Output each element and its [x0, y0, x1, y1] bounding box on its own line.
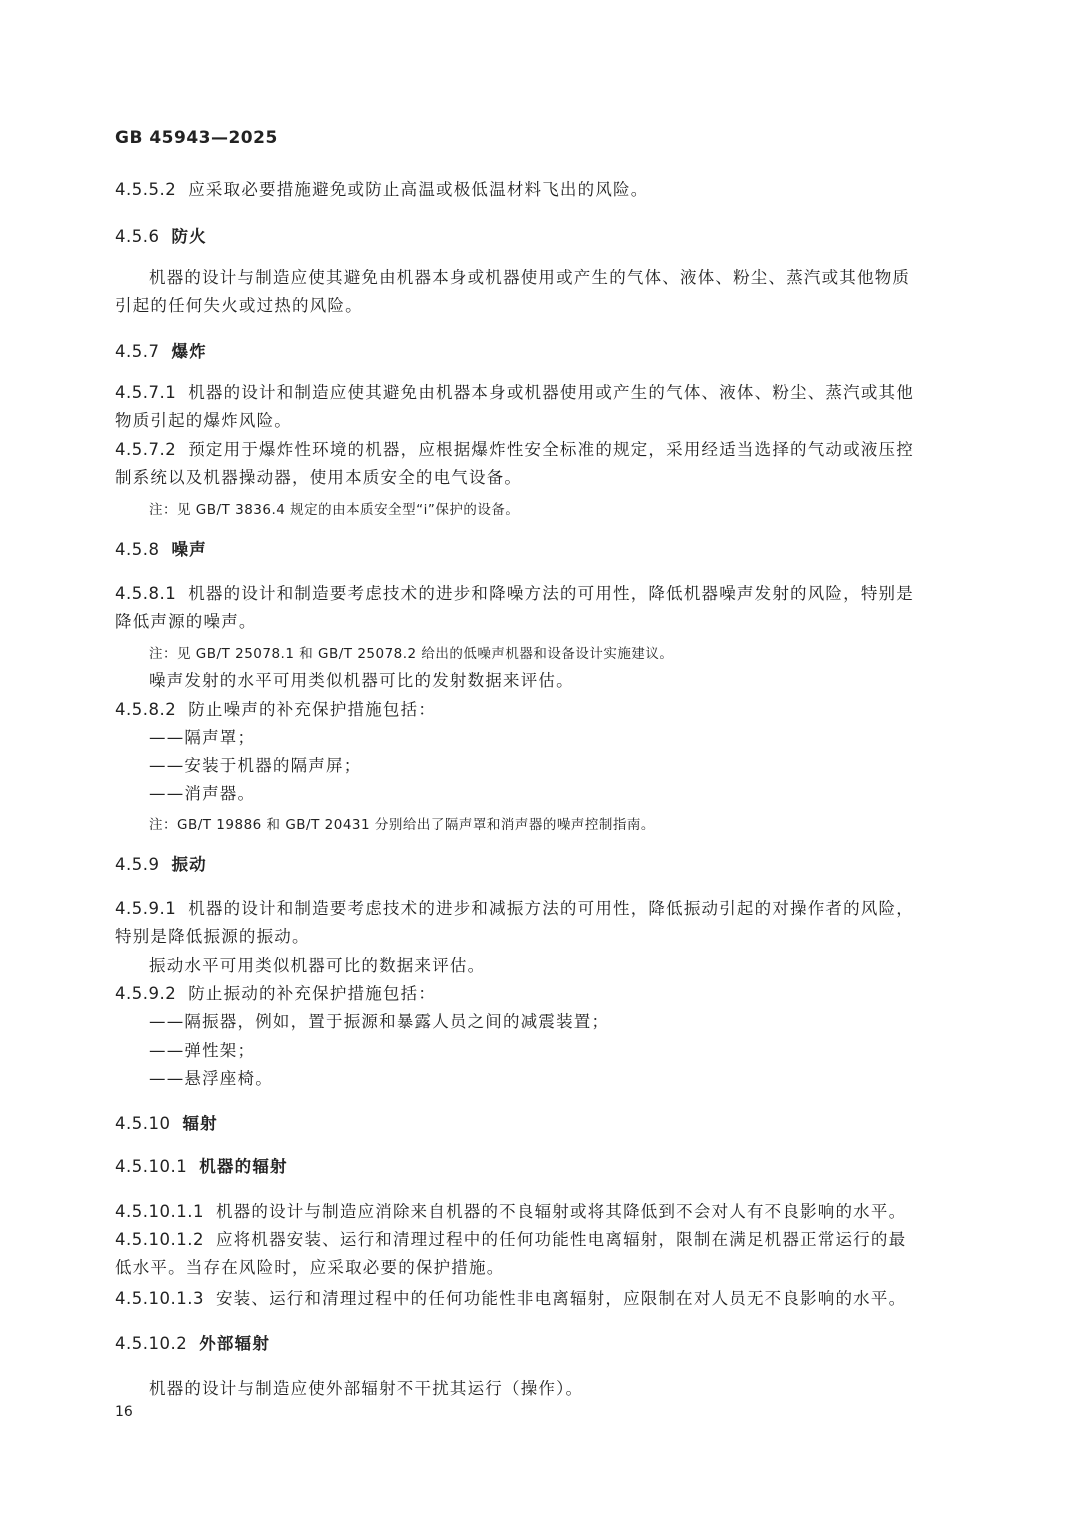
clause-number: 4.5.10.1 [115, 1157, 188, 1176]
heading-title: 辐射 [182, 1114, 218, 1133]
paragraph-continuation: 制系统以及机器操动器，使用本质安全的电气设备。 [115, 468, 523, 487]
section-heading [115, 1155, 288, 1179]
note-text: 注：见 GB/T 3836.4 规定的由本质安全型“i”保护的设备。 [149, 502, 520, 518]
clause-text: 安装、运行和清理过程中的任何功能性非电离辐射，应限制在对人员无不良影响的水平。 [215, 1289, 907, 1308]
clause-paragraph [115, 1228, 906, 1252]
clause-number: 4.5.9.2 [115, 984, 177, 1003]
paragraph-continuation: 引起的任何失火或过热的风险。 [115, 296, 363, 315]
clause-number: 4.5.6 [115, 227, 160, 246]
clause-number: 4.5.9 [115, 855, 160, 874]
heading-title: 噪声 [171, 540, 207, 559]
clause-text: 应采取必要措施避免或防止高温或极低温材料飞出的风险。 [188, 180, 649, 199]
list-item: ——隔声罩； [149, 728, 256, 747]
section-heading [115, 853, 207, 877]
clause-text: 机器的设计和制造应使其避免由机器本身或机器使用或产生的气体、液体、粉尘、蒸汽或其他 [188, 383, 914, 402]
note-text: 注：见 GB/T 25078.1 和 GB/T 25078.2 给出的低噪声机器和设备设计实施建议。 [149, 646, 674, 662]
clause-paragraph [115, 381, 914, 405]
section-heading [115, 225, 207, 249]
list-item: ——安装于机器的隔声屏； [149, 756, 362, 775]
clause-number: 4.5.8.2 [115, 700, 177, 719]
paragraph-continuation: 特别是降低振源的振动。 [115, 927, 310, 946]
clause-paragraph [115, 1200, 906, 1224]
standard-header: GB 45943—2025 [115, 128, 278, 148]
clause-number: 4.5.9.1 [115, 899, 177, 918]
list-item: ——弹性架； [149, 1041, 256, 1060]
list-item: ——悬浮座椅。 [149, 1069, 273, 1088]
indented-paragraph: 噪声发射的水平可用类似机器可比的发射数据来评估。 [149, 671, 574, 690]
indented-paragraph: 机器的设计与制造应使其避免由机器本身或机器使用或产生的气体、液体、粉尘、蒸汽或其他物质 [149, 268, 911, 287]
clause-number: 4.5.10 [115, 1114, 171, 1133]
clause-paragraph [115, 1287, 906, 1311]
clause-paragraph [115, 698, 436, 722]
heading-title: 外部辐射 [199, 1334, 271, 1353]
paragraph-continuation: 低水平。当存在风险时，应采取必要的保护措施。 [115, 1258, 505, 1277]
heading-title: 爆炸 [171, 342, 207, 361]
clause-paragraph [115, 582, 914, 606]
section-heading [115, 340, 207, 364]
section-heading [115, 1332, 270, 1356]
heading-title: 振动 [171, 855, 207, 874]
indented-paragraph: 机器的设计与制造应使外部辐射不干扰其运行（操作）。 [149, 1379, 584, 1398]
clause-number: 4.5.8.1 [115, 584, 177, 603]
clause-text: 应将机器安装、运行和清理过程中的任何功能性电离辐射，限制在满足机器正常运行的最 [215, 1230, 907, 1249]
section-heading [115, 538, 207, 562]
page-number: 16 [115, 1404, 133, 1420]
clause-number: 4.5.5.2 [115, 180, 177, 199]
clause-number: 4.5.10.1.3 [115, 1289, 204, 1308]
clause-paragraph [115, 438, 914, 462]
clause-text: 预定用于爆炸性环境的机器，应根据爆炸性安全标准的规定，采用经适当选择的气动或液压控 [188, 440, 914, 459]
heading-title: 防火 [171, 227, 207, 246]
clause-number: 4.5.7.2 [115, 440, 177, 459]
clause-number: 4.5.7.1 [115, 383, 177, 402]
clause-number: 4.5.10.1.1 [115, 1202, 204, 1221]
clause-paragraph [115, 178, 648, 202]
list-item: ——隔振器，例如，置于振源和暴露人员之间的减震装置； [149, 1012, 610, 1031]
clause-text: 防止噪声的补充保护措施包括： [188, 700, 437, 719]
clause-text: 机器的设计与制造应消除来自机器的不良辐射或将其降低到不会对人有不良影响的水平。 [215, 1202, 907, 1221]
list-item: ——消声器。 [149, 784, 256, 803]
clause-number: 4.5.7 [115, 342, 160, 361]
section-heading [115, 1112, 218, 1136]
clause-number: 4.5.8 [115, 540, 160, 559]
paragraph-continuation: 物质引起的爆炸风险。 [115, 411, 292, 430]
paragraph-continuation: 降低声源的噪声。 [115, 612, 257, 631]
clause-number: 4.5.10.2 [115, 1334, 188, 1353]
clause-paragraph [115, 982, 436, 1006]
indented-paragraph: 振动水平可用类似机器可比的数据来评估。 [149, 956, 486, 975]
clause-text: 机器的设计和制造要考虑技术的进步和降噪方法的可用性，降低机器噪声发射的风险，特别是 [188, 584, 914, 603]
clause-text: 防止振动的补充保护措施包括： [188, 984, 437, 1003]
clause-number: 4.5.10.1.2 [115, 1230, 204, 1249]
note-text: 注：GB/T 19886 和 GB/T 20431 分别给出了隔声罩和消声器的噪声控制指南。 [149, 817, 655, 833]
clause-paragraph [115, 897, 914, 921]
heading-title: 机器的辐射 [199, 1157, 288, 1176]
clause-text: 机器的设计和制造要考虑技术的进步和减振方法的可用性，降低振动引起的对操作者的风险， [188, 899, 914, 918]
